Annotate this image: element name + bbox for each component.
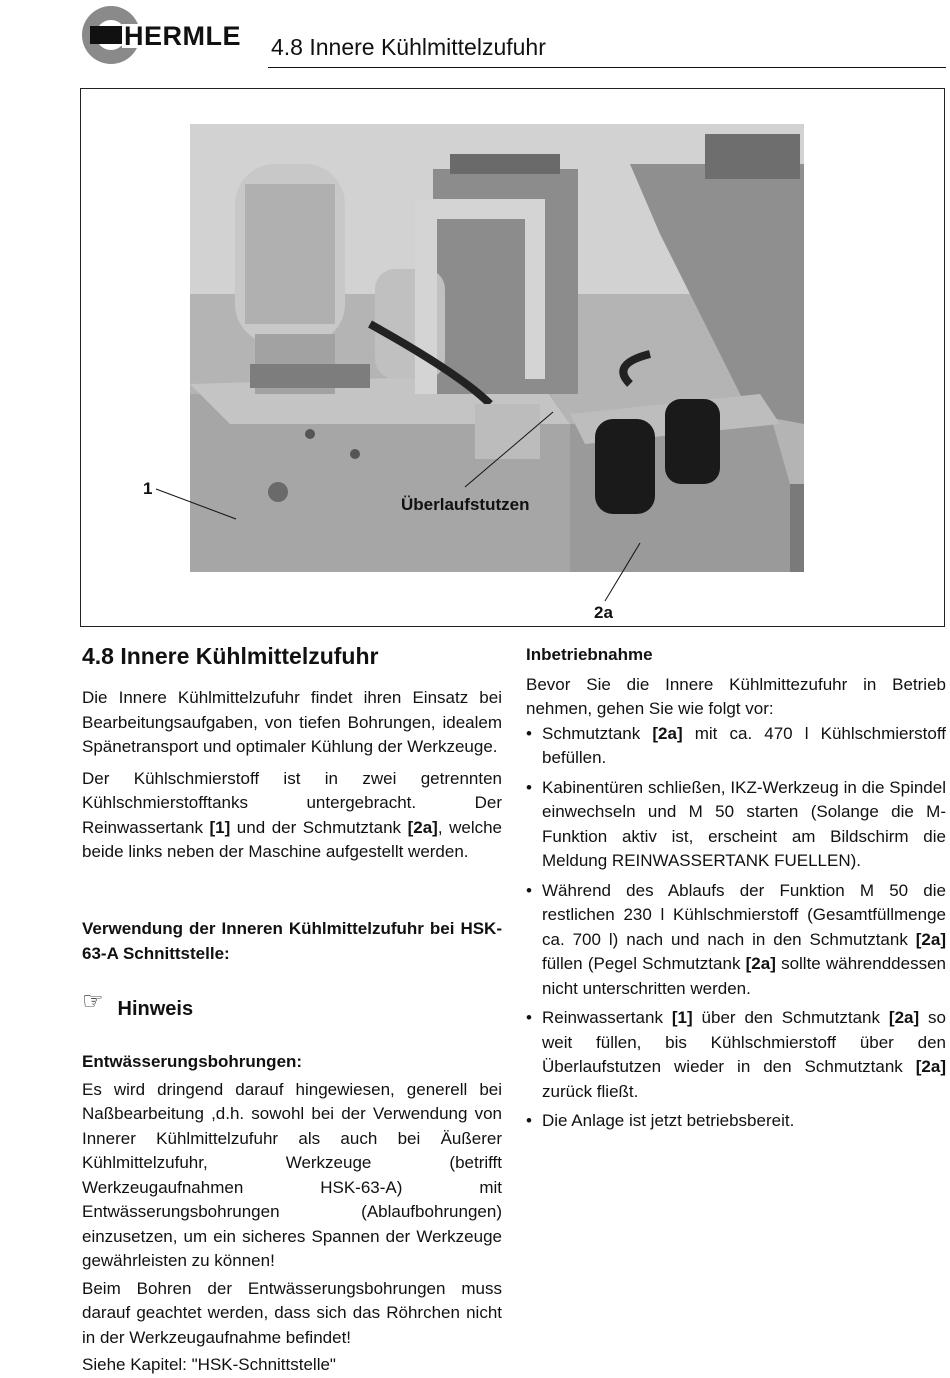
pointing-hand-icon: ☞ <box>82 987 104 1015</box>
left-column <box>82 686 502 865</box>
section-heading: 4.8 Innere Kühlmittelzufuhr <box>82 643 379 669</box>
text-segment: über den Schmutztank <box>692 1008 889 1027</box>
text-segment: Reinwassertank <box>542 1008 672 1027</box>
step-item: • Kabinentüren schließen, IKZ-Werkzeug in die Spindel einwechseln und M 50 starten (Solange die M-Funktion aktiv ist, erscheint am Bildschirm die Meldung REINWASSERTANK FUELLEN). <box>526 776 946 874</box>
ref-dirty-tank: [2a] <box>888 1008 920 1027</box>
step-item: • Die Anlage ist jetzt betriebsbereit. <box>526 1109 946 1134</box>
hint-block <box>82 987 194 1021</box>
text-segment: , welche beide links neben der Maschine aufgestellt werden. <box>82 817 502 861</box>
header-rule <box>268 67 946 68</box>
text-segment: und der Schmutztank <box>230 817 408 837</box>
text-segment: so weit füllen, bis Kühlschmierstoff über den Überlaufstutzen wieder in den Schmutztank <box>542 1008 946 1076</box>
ref-dirty-tank: [2a] <box>915 929 946 949</box>
usage-heading: Verwendung der Inneren Kühlmittelzufuhr bei HSK-63-A Schnittstelle: <box>82 919 502 963</box>
ref-clean-tank: [1] <box>671 1008 693 1027</box>
text-segment: füllen (Pegel Schmutztank <box>542 954 746 973</box>
intro-paragraph: Die Innere Kühlmittelzufuhr findet ihren Einsatz bei Bearbeitungsaufgaben, von tiefen Bohrungen, idealem Spänetransport und optimaler Kühlung der Werkzeuge. <box>82 688 502 756</box>
tanks-paragraph <box>82 767 502 865</box>
step-item <box>526 1006 946 1104</box>
text-segment: Schmutztank <box>542 723 653 743</box>
hermle-logo <box>82 6 241 70</box>
ref-dirty-tank: [2a] <box>652 723 683 743</box>
text-segment: Der Kühlschmierstoff ist in zwei getrennten Kühlschmierstofftanks untergebracht. Der Reinwassertank <box>82 768 502 837</box>
ref-dirty-tank: [2a] <box>407 817 438 837</box>
text-segment: sollte währenddessen nicht unterschritten werden. <box>542 954 946 998</box>
logo-text: HERMLE <box>124 21 241 51</box>
see-chapter-paragraph: Siehe Kapitel: "HSK-Schnittstelle" <box>82 1355 336 1374</box>
figure-label-overflow: Überlaufstutzen <box>401 495 530 514</box>
usage-heading-block <box>82 917 502 966</box>
text-segment: zurück fließt. <box>542 1081 639 1101</box>
figure-label-1: 1 <box>143 479 153 498</box>
ref-dirty-tank: [2a] <box>915 1057 946 1076</box>
header-title: 4.8 Innere Kühlmittelzufuhr <box>271 34 546 60</box>
text-segment: mit ca. 470 l Kühlschmierstoff befüllen. <box>542 723 946 767</box>
drain-block <box>82 1050 502 1378</box>
commissioning-steps <box>526 722 946 1134</box>
step-item <box>526 879 946 1002</box>
step-item <box>526 722 946 771</box>
commissioning-heading: Inbetriebnahme <box>526 645 653 664</box>
drain-paragraph: Es wird dringend darauf hingewiesen, generell bei Naßbearbeitung ,d.h. sowohl bei der Verwendung von Innerer Kühlmittelzufuhr als auch bei Äußerer Kühlmittelzufuhr, Werkzeuge (betrifft Werkzeugaufnahmen HSK-63-A) mit Entwässerungsbohrungen (Ablaufbohrungen) einzusetzen, um ein sicheres Spannen der Werkzeuge gewährleisten zu können! <box>82 1079 502 1270</box>
drilling-paragraph: Beim Bohren der Entwässerungsbohrungen muss darauf geachtet werden, dass sich das Röhrchen nicht in der Werkzeugaufnahme befindet! <box>82 1278 502 1347</box>
right-column <box>526 643 946 1139</box>
ref-clean-tank: [1] <box>209 817 231 837</box>
commissioning-intro: Bevor Sie die Innere Kühlmittezufuhr in Betrieb nehmen, gehen Sie wie folgt vor: <box>526 674 946 718</box>
hint-label: Hinweis <box>117 998 194 1020</box>
drain-heading: Entwässerungsbohrungen: <box>82 1052 303 1071</box>
figure-label-2a: 2a <box>594 603 613 622</box>
ref-dirty-tank: [2a] <box>745 954 776 973</box>
text-segment: Während des Ablaufs der Funktion M 50 die restlichen 230 l Kühlschmierstoff (Gesamtfüllmenge ca. 700 l) nach und nach in den Schmutztank <box>542 880 946 949</box>
